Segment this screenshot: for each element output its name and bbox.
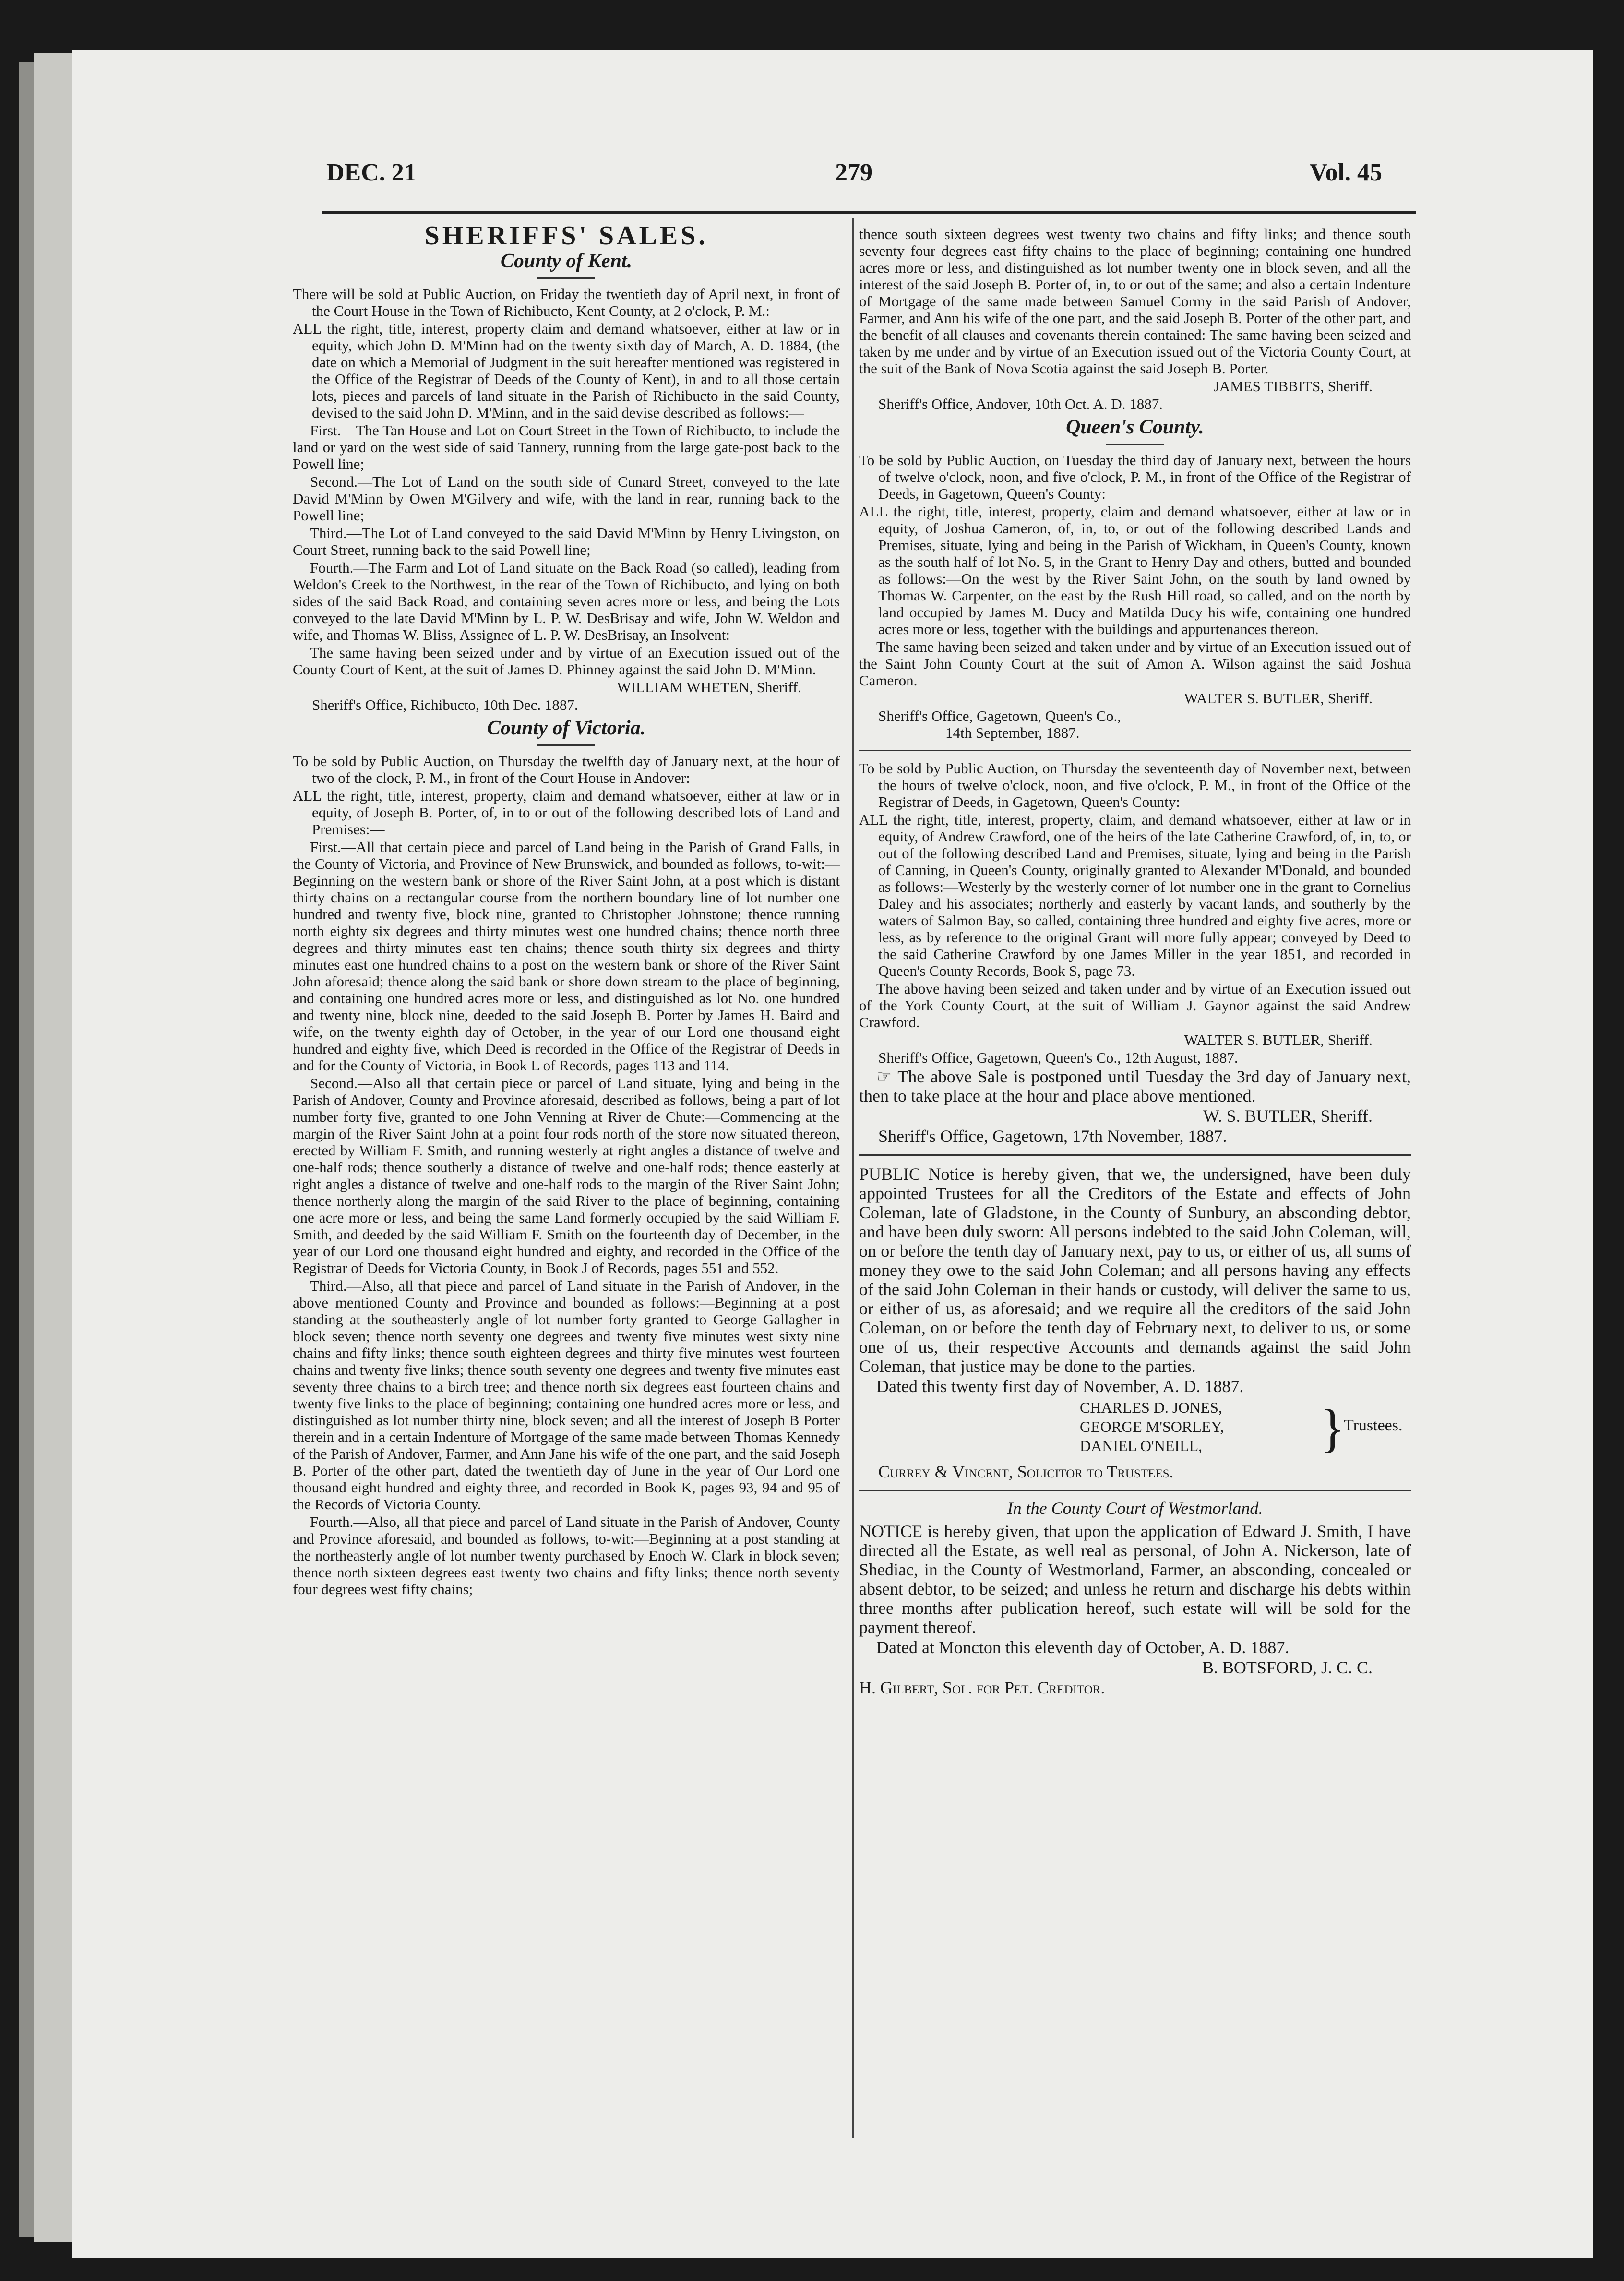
queens-postponed-office: Sheriff's Office, Gagetown, 17th November, 1887.	[878, 1127, 1227, 1146]
public-notice-body: PUBLIC Notice is hereby given, that we, the undersigned, have been duly appointed Trustees for all the Creditors of the Estate and effects of John Coleman, late of Gladstone, in the County of Sunbury, an absconding debtor, and have been duly sworn: All persons indebted to the said John Coleman, will, on or before the tenth day of January next, pay to us, or either of us, all sums of money they owe to the said John Coleman; and all persons having any effects of the said John Coleman in their hands or custody, will deliver the same to us, or either of us, as aforesaid; and we require all the creditors of the said John Coleman, on or before the tenth day of February next, to deliver to us, or some one of us, their respective Accounts and demands against the said John Coleman, that justice may be done to the parties.	[859, 1165, 1411, 1376]
queens-postponed-text: The above Sale is postponed until Tuesday the 3rd day of January next, then to take place at the hour and place above mentioned.	[859, 1067, 1411, 1105]
column-rule	[852, 218, 854, 2138]
public-notice-dated: Dated this twenty first day of November, A. D. 1887.	[876, 1377, 1244, 1396]
queens-sale2-seized: The above having been seized and taken under and by virtue of an Execution issued out of the York County Court, at the suit of William J. Gaynor against the said Andrew Crawford.	[859, 980, 1411, 1031]
trustee-names	[1080, 1398, 1224, 1455]
kent-seized: The same having been seized under and by virtue of an Execution issued out of the County Court of Kent, at the suit of James D. Phinney against the said John D. M'Minn.	[293, 644, 840, 678]
queens-sale2-body: ALL the right, title, interest, property, claim, and demand whatsoever, either at law or in equity, of Andrew Crawford, one of the heirs of the late Catherine Crawford, of, in, to, or out of the following described Land and Premises, situate, lying and being in the Parish of Canning, in Queen's County, originally granted to Alexander M'Donald, and bounded as follows:—Westerly by the westerly corner of lot number one in the grant to Cornelius Daley and his associates; northerly and easterly by vacant lands, and southerly by the waters of Salmon Bay, so called, containing three hundred and eighty five acres, more or less, as by reference to the original Grant will more fully appear; conveyed by Deed to the said Catherine Crawford by one James Miller in the year 1851, and recorded in Queen's County Records, Book S, page 73.	[859, 811, 1411, 979]
trustee-2: GEORGE M'SORLEY,	[1080, 1418, 1224, 1435]
westmorland-solicitor: H. Gilbert, Sol. for Pet. Creditor.	[859, 1678, 1105, 1697]
public-notice-solicitor: Currey & Vincent, Solicitor to Trustees.	[878, 1462, 1174, 1481]
queens-heading: Queen's County.	[1066, 416, 1204, 438]
queens-sale2-intro: To be sold by Public Auction, on Thursday the seventeenth day of November next, between the hours of twelve o'clock, noon, and five o'clock, P. M., in front of the Office of the Registrar of Deeds, in Gagetown, Queen's County:	[859, 760, 1411, 810]
kent-office: Sheriff's Office, Richibucto, 10th Dec. 1887.	[312, 696, 578, 713]
queens-sale1-seized: The same having been seized and taken under and by virtue of an Execution issued out of the Saint John County Court at the suit of Amon A. Wilson against the said Joshua Cameron.	[859, 638, 1411, 689]
westmorland-signature: B. BOTSFORD, J. C. C.	[1202, 1658, 1373, 1677]
pointing-hand-icon: ☞	[876, 1067, 898, 1086]
kent-heading: County of Kent.	[500, 250, 633, 272]
trustees-label: Trustees.	[1344, 1417, 1403, 1434]
brace-icon: }	[1320, 1399, 1345, 1457]
queens-divider	[859, 750, 1411, 751]
queens-sale1-date: 14th September, 1887.	[945, 724, 1080, 741]
kent-body: ALL the right, title, interest, property claim and demand whatsoever, either at law or in equity, which John D. M'Minn had on the twenty sixth day of March, A. D. 1884, (the date on which a Memorial of Judgment in the suit hereafter mentioned was registered in the Office of the Registrar of Deeds of the County of Kent), in and to all those certain lots, pieces and parcels of land situate in the Parish of Richibucto in the said County, devised to the said John D. M'Minn, and in the said devise described as follows:—	[293, 320, 840, 421]
queens-postponed-notice	[859, 1067, 1411, 1105]
victoria-first: First.—All that certain piece and parcel of Land being in the Parish of Grand Falls, in the County of Victoria, and Province of New Brunswick, and bounded as follows, to-wit:—Beginning on the western bank or shore of the River Saint John, at a post which is distant thirty chains on a rectangular course from the northern boundary line of lot number one hundred and twenty five, block nine, granted to Christopher Johnstone; thence running north eighty six degrees and thirty minutes west one hundred chains; thence north three degrees and thirty minutes east ten chains; thence south thirty six degrees and thirty minutes east one hundred chains to a post on the western bank or shore of the River Saint John aforesaid; thence along the said bank or shore down stream to the place of beginning, and containing one hundred acres more or less, and distinguished as lot No. one hundred and twenty nine, block nine, deeded to the said Joseph B. Porter by James H. Baird and wife, on the twenty eighth day of October, in the year of our Lord one thousand eight hundred and eighty five, which Deed is recorded in the Office of the Registrar of Deeds in and for the County of Victoria, in Book L of Records, pages 113 and 114.	[293, 839, 840, 1074]
kent-signature: WILLIAM WHETEN, Sheriff.	[617, 679, 801, 696]
kent-intro: There will be sold at Public Auction, on Friday the twentieth day of April next, in front of the Court House in the Town of Richibucto, Kent County, at 2 o'clock, P. M.:	[293, 286, 840, 319]
queens-sale2-office: Sheriff's Office, Gagetown, Queen's Co., 12th August, 1887.	[878, 1049, 1238, 1066]
right-column	[859, 226, 1411, 1698]
victoria-third: Third.—Also, all that piece and parcel of Land situate in the Parish of Andover, in the above mentioned County and Province and bounded as follows:—Beginning at a post standing at the southeasterly angle of lot number forty granted to George Gallagher in block seven; thence north seventy one degrees and twenty five minutes west sixty nine chains and fifty links; thence south eighteen degrees and thirty five minutes west fourteen chains and twenty five links; thence south seventy one degrees and twenty five minutes east seventy three chains to a birch tree; and thence north six degrees east fourteen chains and twenty five links to the place of beginning; containing one hundred acres more or less, and distinguished as lot number thirty nine, block seven; and all the interest of Joseph B Porter therein and in a certain Indenture of Mortgage of the same made between Thomas Kennedy of the Parish of Andover, Farmer, and Ann Jane his wife of the one part, and the said Joseph B. Porter of the other part, dated the twentieth day of June in the year of Our Lord one thousand eight hundred and eighty three, and recorded in Book K, pages 93, 94 and 95 of the Records of Victoria County.	[293, 1277, 840, 1513]
kent-heading-rule	[537, 277, 595, 279]
victoria-intro: To be sold by Public Auction, on Thursday the twelfth day of January next, at the hour of two of the clock, P. M., in front of the Court House in Andover:	[293, 753, 840, 786]
queens-postponed-signature: W. S. BUTLER, Sheriff.	[1203, 1106, 1373, 1126]
kent-second: Second.—The Lot of Land on the south side of Cunard Street, conveyed to the late David M'Minn by Owen M'Gilvery and wife, with the land in rear, running back to the Powell line;	[293, 473, 840, 524]
header-date: DEC. 21	[326, 159, 417, 186]
queens-sale1-signature: WALTER S. BUTLER, Sheriff.	[1184, 690, 1373, 707]
victoria-heading: County of Victoria.	[487, 717, 646, 739]
westmorland-divider	[859, 1490, 1411, 1491]
queens-sale1-intro: To be sold by Public Auction, on Tuesday the third day of January next, between the hours of twelve o'clock, noon, and five o'clock, P. M., in front of the Office of the Registrar of Deeds, in Gagetown, Queen's County:	[859, 452, 1411, 502]
header-page-number: 279	[835, 159, 872, 186]
page-edge	[34, 53, 72, 2242]
left-column	[293, 221, 840, 1598]
victoria-office: Sheriff's Office, Andover, 10th Oct. A. D. 1887.	[878, 396, 1163, 412]
queens-sale1-body: ALL the right, title, interest, property, claim and demand whatsoever, either at law or in equity, of Joshua Cameron, of, in, to, or out of the following described Lands and Premises, situate, lying and being in the Parish of Wickham, in Queen's County, known as the south half of lot No. 5, in the Grant to Henry Day and others, butted and bounded as follows:—On the west by the River Saint John, on the south by land owned by Thomas W. Carpenter, on the east by the Rush Hill road, so called, and on the north by land occupied by James M. Ducy and Matilda Ducy his wife, containing one hundred acres more or less, together with the buildings and appurtenances thereon.	[859, 503, 1411, 637]
kent-fourth: Fourth.—The Farm and Lot of Land situate on the Back Road (so called), leading from Weldon's Creek to the Northwest, in the rear of the Town of Richibucto, and lying on both sides of the said Back Road, and containing seven acres more or less, and being the Lots conveyed to the late David M'Minn by L. P. W. DesBrisay and wife, John W. Weldon and wife, and Thomas W. Bliss, Assignee of L. P. W. DesBrisay, an Insolvent:	[293, 559, 840, 643]
queens-heading-rule	[1106, 444, 1164, 445]
victoria-signature: JAMES TIBBITS, Sheriff.	[1213, 378, 1373, 395]
kent-first: First.—The Tan House and Lot on Court Street in the Town of Richibucto, to include the land or yard on the west side of said Tannery, running from the large gate-post back to the Powell line;	[293, 422, 840, 472]
sheriffs-sales-title: SHERIFFS' SALES.	[424, 221, 708, 251]
kent-third: Third.—The Lot of Land conveyed to the said David M'Minn by Henry Livingston, on Court Street, running back to the said Powell line;	[293, 525, 840, 558]
westmorland-dated: Dated at Moncton this eleventh day of October, A. D. 1887.	[876, 1638, 1290, 1657]
public-notice-divider	[859, 1154, 1411, 1156]
header-volume: Vol. 45	[1309, 159, 1382, 186]
victoria-second: Second.—Also all that certain piece or parcel of Land situate, lying and being in the Parish of Andover, County and Province aforesaid, described as follows, being a part of lot number forty five, granted to one John Venning at River de Chute:—Commencing at the margin of the River Saint John at a point four rods north of the store now situated thereon, erected by William F. Smith, and running westerly at right angles a distance of twelve and one-half rods; thence southerly a distance of twelve and one-half rods; thence easterly at right angles a distance of twelve and one-half rods to the margin of the River Saint John; thence northerly along the margin of the said River to the place of beginning, containing one acre more or less, and being the same Land formerly occupied by the said William F. Smith, and deeded by the said William F. Smith on the fourteenth day of December, in the year of our Lord one thousand eight hundred and eighty, and recorded in the Office of the Registrar of Deeds for Victoria County, in Book J of Records, pages 551 and 552.	[293, 1075, 840, 1276]
trustee-1: CHARLES D. JONES,	[1080, 1399, 1222, 1416]
page-header	[326, 158, 1382, 206]
westmorland-body: NOTICE is hereby given, that upon the application of Edward J. Smith, I have directed all the Estate, as well real as personal, of John A. Nickerson, late of Shediac, in the County of Westmorland, Farmer, an absconding, concealed or absent debtor, to be seized; and unless he return and discharge his debts within three months after publication hereof, such estate will will be sold for the payment thereof.	[859, 1522, 1411, 1637]
victoria-heading-rule	[537, 744, 595, 746]
victoria-body: ALL the right, title, interest, property, claim and demand whatsoever, either at law or in equity, of Joseph B. Porter, of, in to or out of the following described lots of Land and Premises:—	[293, 787, 840, 838]
queens-sale1-office: Sheriff's Office, Gagetown, Queen's Co.,	[878, 708, 1121, 724]
trustees-block	[859, 1398, 1411, 1460]
header-rule	[322, 211, 1416, 214]
queens-sale2-signature: WALTER S. BUTLER, Sheriff.	[1184, 1032, 1373, 1048]
westmorland-heading: In the County Court of Westmorland.	[1007, 1499, 1263, 1518]
victoria-continued: thence south sixteen degrees west twenty two chains and fifty links; and thence south seventy four degrees east fifty chains to the place of beginning; containing one hundred acres more or less, and distinguished as lot number twenty one in block seven, and all the interest of the said Joseph B. Porter of, in, to or out of the same; and also a certain Indenture of Mortgage of the same made between Samuel Cormy in the said Parish of Andover, Farmer, and Ann his wife of the one part, and the said Joseph B. Porter of the other part, and the benefit of all clauses and covenants therein contained: The same having been seized and taken by me under and by virtue of an Execution issued out of the Victoria County Court, at the suit of the Bank of Nova Scotia against the said Joseph B. Porter.	[859, 226, 1411, 377]
victoria-fourth: Fourth.—Also, all that piece and parcel of Land situate in the Parish of Andover, County and Province aforesaid, and bounded as follows, to-wit:—Beginning at a post standing at the northeasterly angle of lot number twenty purchased by Enoch W. Clark in block seven; thence north sixteen degrees east twenty two chains and fifty links; thence north seventy four degrees west fifty chains;	[293, 1513, 840, 1597]
trustee-3: DANIEL O'NEILL,	[1080, 1437, 1203, 1454]
